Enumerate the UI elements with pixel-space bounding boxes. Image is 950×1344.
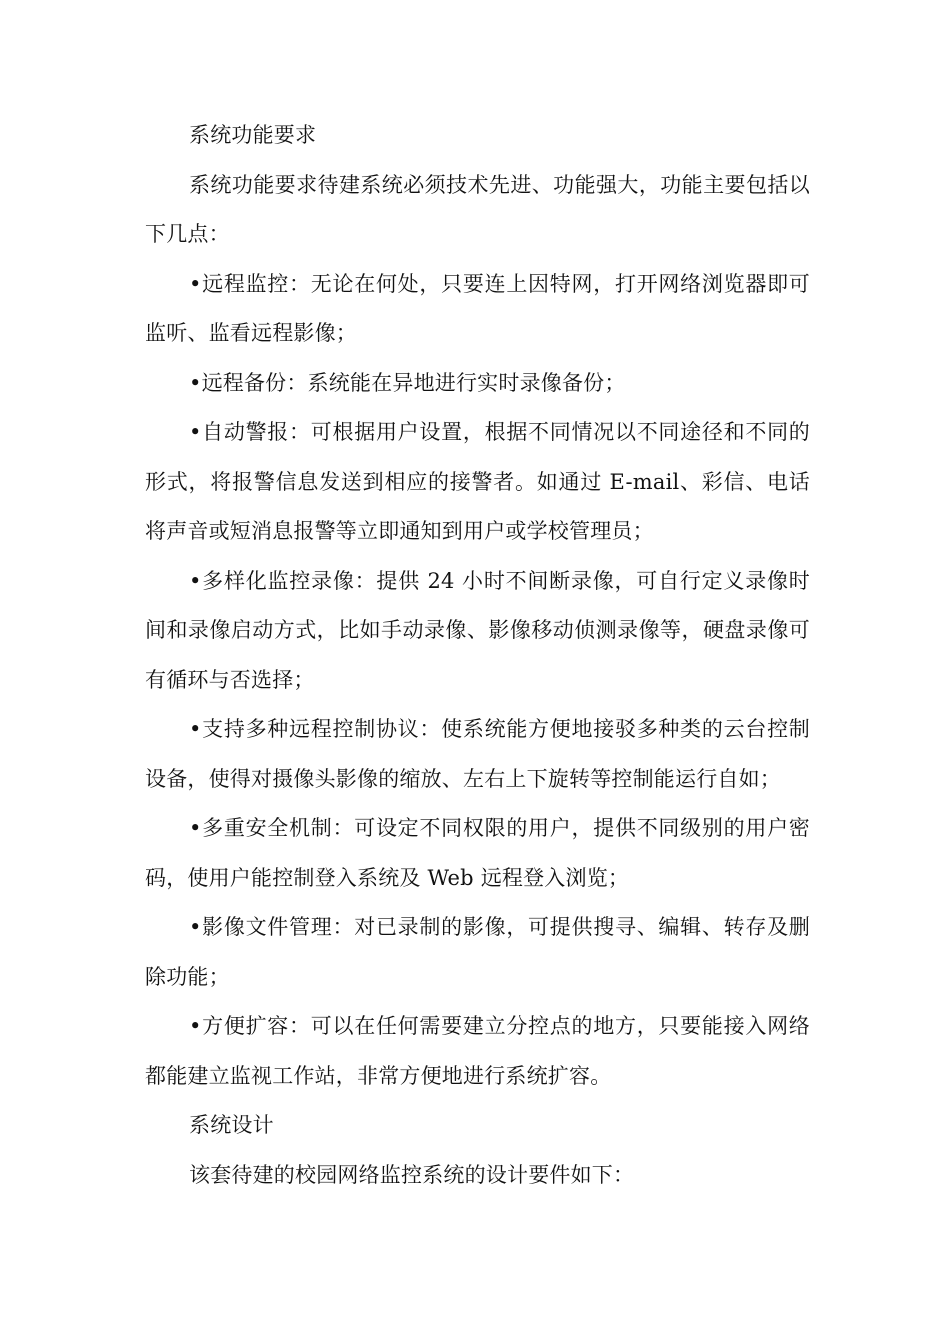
intro-paragraph: 系统功能要求待建系统必须技术先进、功能强大，功能主要包括以下几点： xyxy=(145,172,810,246)
closing-paragraph: 该套待建的校园网络监控系统的设计要件如下： xyxy=(189,1162,635,1187)
list-item-remote-backup: •远程备份：系统能在异地进行实时录像备份； xyxy=(189,370,626,395)
list-item-auto-alarm: •自动警报：可根据用户设置，根据不同情况以不同途径和不同的形式，将报警信息发送到相应的接警者。如通过 E-mail、彩信、电话将声音或短消息报警等立即通知到用户或学校管理员； xyxy=(145,420,810,543)
document-body xyxy=(145,111,810,1200)
section-heading-system-design: 系统设计 xyxy=(189,1113,274,1137)
list-item-remote-control-protocols: •支持多种远程控制协议：使系统能方便地接驳多种类的云台控制设备，使得对摄像头影像的缩放、左右上下旋转等控制能运行自如； xyxy=(145,717,810,791)
list-item-security-mechanism: •多重安全机制：可设定不同权限的用户，提供不同级别的用户密码，使用户能控制登入系统及 Web 远程登入浏览； xyxy=(145,816,810,890)
list-item-diverse-recording: •多样化监控录像：提供 24 小时不间断录像，可自行定义录像时间和录像启动方式，比如手动录像、影像移动侦测录像等，硬盘录像可有循环与否选择； xyxy=(145,568,810,692)
section-heading-function-requirements: 系统功能要求 xyxy=(189,123,317,147)
list-item-file-management: •影像文件管理：对已录制的影像，可提供搜寻、编辑、转存及删除功能； xyxy=(145,915,810,989)
list-item-remote-monitoring: •远程监控：无论在何处，只要连上因特网，打开网络浏览器即可监听、监看远程影像； xyxy=(145,271,810,345)
list-item-easy-expansion: •方便扩容：可以在任何需要建立分控点的地方，只要能接入网络都能建立监视工作站，非常方便地进行系统扩容。 xyxy=(145,1014,810,1088)
